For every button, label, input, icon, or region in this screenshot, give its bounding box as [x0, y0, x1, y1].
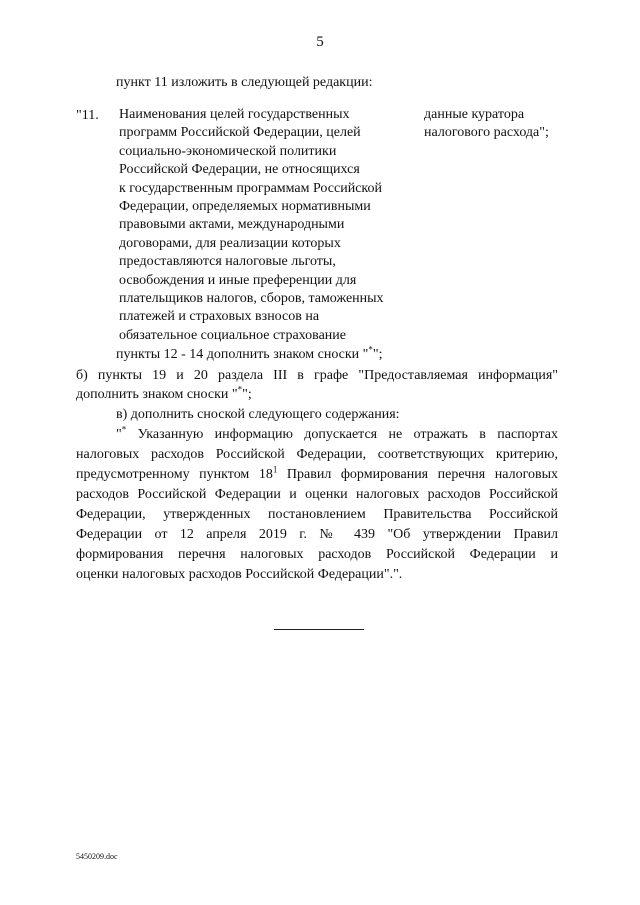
item-b-line2: [76, 385, 252, 404]
footnote-line1-text: Указанную информацию допускается не отражать в паспортах: [137, 427, 559, 442]
footnote-line4: [76, 485, 558, 504]
row-11-name-line: платежей и страховых взносов на: [119, 309, 320, 325]
footnote-mark: *: [368, 344, 373, 355]
end-divider: [274, 629, 364, 630]
row-11-name-line: правовыми актами, международными: [119, 217, 345, 233]
footnote-line7: [76, 545, 558, 564]
item-b-line1: б) пункты 19 и 20 раздела III в графе "Предоставляемая информация": [76, 368, 558, 383]
footnote-mark: *: [237, 384, 243, 395]
footnote-line6-text: Федерации от 12 апреля 2019 г. № 439 "Об утверждении Правил: [76, 527, 558, 542]
row-11-name-line: освобождения и иные преференции для: [119, 272, 357, 288]
footnote-line7-text: формирования перечня налоговых расходов Российской Федерации и: [76, 547, 558, 562]
item-b: [76, 366, 558, 385]
footnote-line5: [76, 505, 558, 524]
row-11-name-line: предоставляются налоговые льготы,: [119, 254, 336, 270]
item-12-14: [116, 345, 383, 364]
row-11-name-line: социально-экономической политики: [119, 143, 337, 159]
footnote-line3: [76, 465, 558, 484]
page-number: 5: [316, 34, 324, 50]
intro-text: пункт 11 изложить в следующей редакции:: [116, 75, 373, 90]
row-11-number: "11.: [76, 108, 99, 123]
superscript-one: 1: [272, 464, 278, 475]
footnote-line3-a: предусмотренному пунктом 18: [76, 467, 273, 482]
footnote-mark: *: [121, 424, 127, 435]
footnote-line5-text: Федерации, утвержденных постановлением Правительства Российской: [76, 507, 558, 522]
item-v: в) дополнить сноской следующего содержания:: [116, 407, 400, 422]
row-11-source: [424, 106, 549, 143]
row-11-name-line: Наименования целей государственных: [119, 107, 350, 122]
item-12-14-text: пункты 12 - 14 дополнить знаком сноски ": [116, 347, 369, 362]
row-11-name-line: Российской Федерации, не относящихся: [119, 162, 360, 178]
footnote-line3-text: [76, 465, 558, 484]
footnote-line8: оценки налоговых расходов Российской Федерации".".: [76, 567, 403, 582]
row-11-source-line: налогового расхода";: [424, 125, 549, 141]
row-11-name-line: к государственным программам Российской: [119, 180, 382, 196]
item-12-14-tail: ";: [372, 347, 383, 362]
row-11-name-line: Федерации, определяемых нормативными: [119, 199, 371, 215]
footnote-line2-text: налоговых расходов Российской Федерации, соответствующих критерию,: [76, 447, 558, 462]
row-11-name-line: плательщиков налогов, сборов, таможенных: [119, 291, 384, 307]
row-11-name: [119, 106, 384, 345]
item-b-line2-text: дополнить знаком сноски ": [76, 387, 238, 402]
footnote-line1: [116, 425, 558, 444]
row-11-name-line: программ Российской Федерации, целей: [119, 125, 361, 141]
footnote-line2: [76, 445, 558, 464]
item-b-line2-tail: ";: [242, 387, 252, 402]
footer-file-code: 5450209.doc: [76, 852, 118, 861]
row-11-source-line: данные куратора: [424, 107, 525, 122]
footnote-line6: [76, 525, 558, 544]
footnote-line4-text: расходов Российской Федерации и оценки налоговых расходов Российской: [76, 487, 558, 502]
row-11-name-line: договорами, для реализации которых: [119, 235, 341, 251]
footnote-line3-b: Правил формирования перечня налоговых: [277, 467, 558, 482]
footnote-open-quote: ": [116, 427, 122, 442]
row-11-name-line: обязательное социальное страхование: [119, 327, 346, 343]
